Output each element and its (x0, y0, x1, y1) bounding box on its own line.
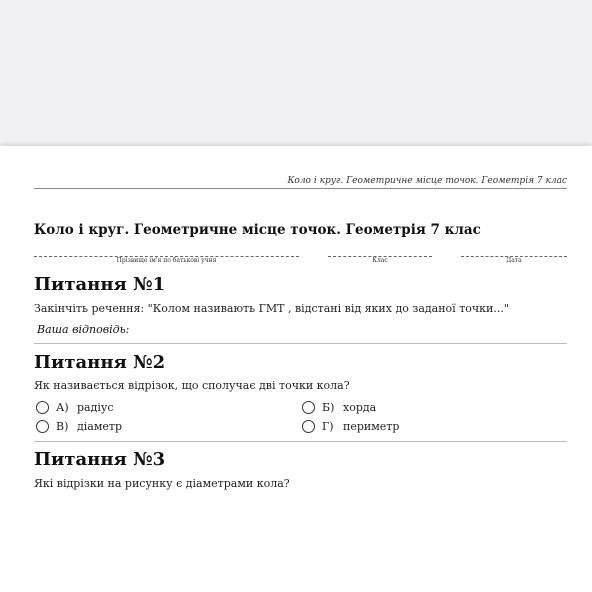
option-label: периметр (343, 419, 400, 433)
class-caption: Клас (372, 257, 388, 264)
option-d[interactable] (302, 418, 399, 434)
option-letter: В) (56, 419, 69, 433)
radio-circle-icon[interactable] (302, 401, 315, 414)
option-label: радіус (77, 400, 114, 414)
date-line[interactable] (461, 246, 567, 257)
question-1-text: Закінчіть речення: "Колом називають ГМТ , відстані від яких до заданої точки..." (34, 302, 509, 315)
radio-circle-icon[interactable] (302, 420, 315, 433)
option-b[interactable] (302, 399, 376, 415)
question-1-heading: Питання №1 (34, 274, 166, 295)
answer-line[interactable] (34, 343, 567, 344)
worksheet-page (0, 146, 592, 592)
option-a[interactable] (36, 399, 114, 415)
header-rule (34, 188, 567, 189)
question-2-heading: Питання №2 (34, 352, 166, 373)
option-letter: Б) (322, 400, 335, 414)
page-title: Коло і круг. Геометричне місце точок. Геометрія 7 клас (34, 222, 481, 238)
question-divider (34, 441, 567, 442)
option-label: хорда (343, 400, 377, 414)
student-name-caption: Прізвище ім'я по батькові учня (116, 257, 217, 264)
radio-circle-icon[interactable] (36, 420, 49, 433)
date-caption: Дата (506, 257, 522, 264)
radio-circle-icon[interactable] (36, 401, 49, 414)
running-header: Коло і круг. Геометричне місце точок. Геометрія 7 клас (287, 176, 567, 186)
student-name-line[interactable] (34, 246, 299, 257)
option-letter: А) (56, 400, 69, 414)
option-letter: Г) (322, 419, 334, 433)
question-3-text: Які відрізки на рисунку є діаметрами кола? (34, 477, 290, 490)
answer-label: Ваша відповідь: (37, 323, 130, 336)
class-line[interactable] (328, 246, 432, 257)
question-3-heading: Питання №3 (34, 449, 166, 470)
option-c[interactable] (36, 418, 122, 434)
option-label: діаметр (77, 419, 123, 433)
question-2-text: Як називається відрізок, що сполучає дві точки кола? (34, 379, 350, 392)
